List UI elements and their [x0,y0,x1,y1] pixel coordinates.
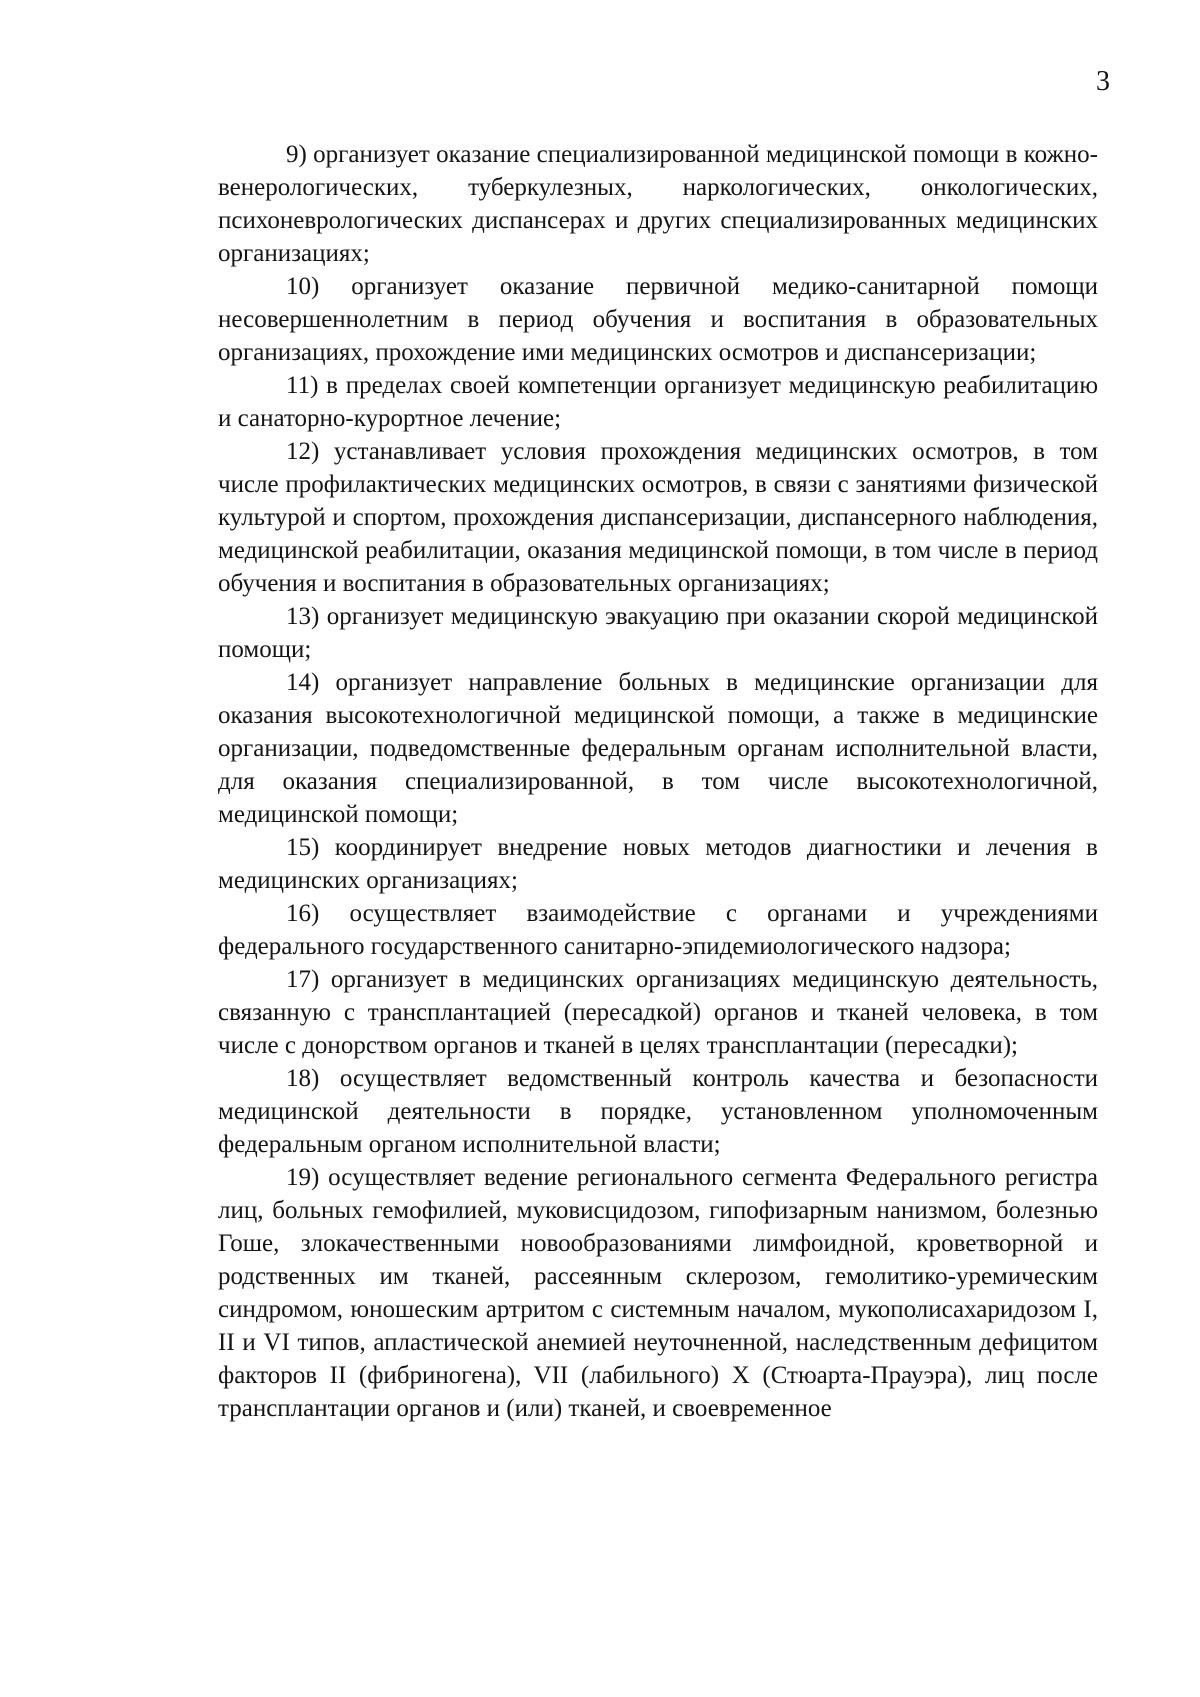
list-item-10: 10) организует оказание первичной медико-санитарной помощи несовершеннолетним в период обучения и воспитания в образовательных организациях, прохождение ими медицинских осмотров и диспансеризации; [218,273,1098,366]
list-item-15: 15) координирует внедрение новых методов диагностики и лечения в медицинских организациях; [218,834,1098,894]
list-item-18: 18) осуществляет ведомственный контроль качества и безопасности медицинской деятельности в порядке, установленном уполномоченным федеральным органом исполнительной власти; [218,1065,1098,1158]
list-item-9: 9) организует оказание специализированной медицинской помощи в кожно-венерологических, туберкулезных, наркологических, онкологических, психоневрологических диспансерах и других специализированных медицинских организациях; [218,141,1098,267]
list-item-11: 11) в пределах своей компетенции организует медицинскую реабилитацию и санаторно-курортное лечение; [218,372,1098,432]
list-item-14: 14) организует направление больных в медицинские организации для оказания высокотехнологичной медицинской помощи, а также в медицинские организации, подведомственные федеральным органам исполнительной власти, для оказания специализированной, в том числе высокотехнологичной, медицинской помощи; [218,669,1098,828]
document-body [218,138,1098,1425]
list-item-17: 17) организует в медицинских организациях медицинскую деятельность, связанную с трансплантацией (пересадкой) органов и тканей человека, в том числе с донорством органов и тканей в целях трансплантации (пересадки); [218,966,1098,1059]
page-number: 3 [1096,66,1110,97]
list-item-16: 16) осуществляет взаимодействие с органами и учреждениями федерального государственного санитарно-эпидемиологического надзора; [218,900,1098,960]
list-item-13: 13) организует медицинскую эвакуацию при оказании скорой медицинской помощи; [218,603,1098,663]
list-item-12: 12) устанавливает условия прохождения медицинских осмотров, в том числе профилактических медицинских осмотров, в связи с занятиями физической культурой и спортом, прохождения диспансеризации, диспансерного наблюдения, медицинской реабилитации, оказания медицинской помощи, в том числе в период обучения и воспитания в образовательных организациях; [218,438,1098,597]
list-item-19: 19) осуществляет ведение регионального сегмента Федерального регистра лиц, больных гемофилией, муковисцидозом, гипофизарным нанизмом, болезнью Гоше, злокачественными новообразованиями лимфоидной, кроветворной и родственных им тканей, рассеянным склерозом, гемолитико-уремическим синдромом, юношеским артритом с системным началом, мукополисахаридозом I, II и VI типов, апластической анемией неуточненной, наследственным дефицитом факторов II (фибриногена), VII (лабильного) X (Стюарта-Прауэра), лиц после трансплантации органов и (или) тканей, и своевременное [218,1164,1098,1422]
